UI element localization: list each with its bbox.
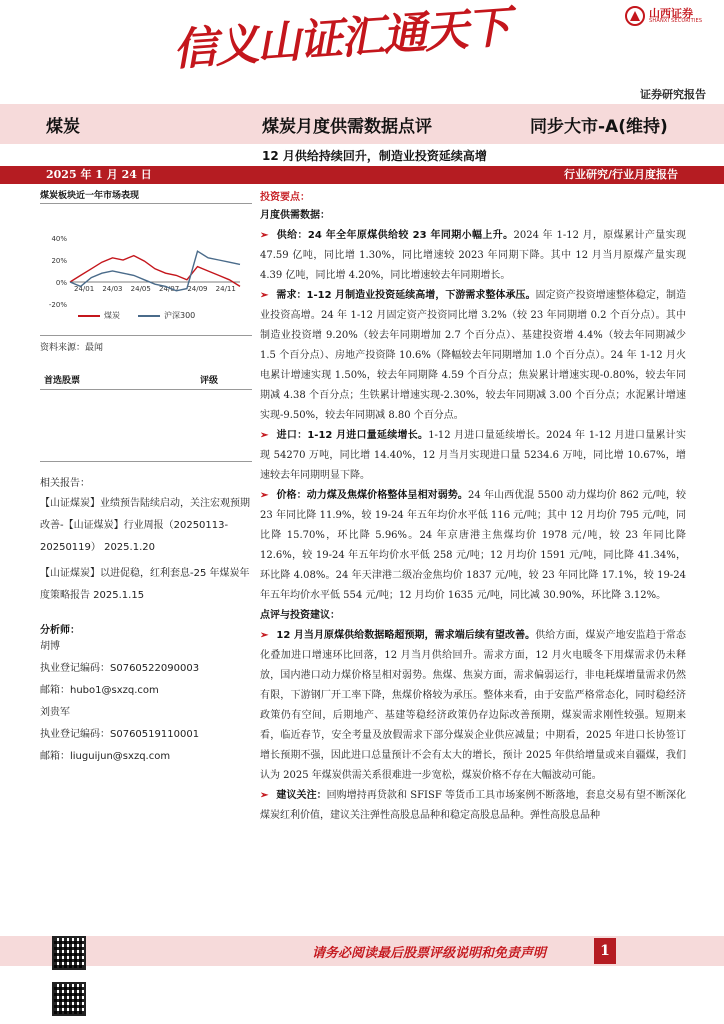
logo-icon [625, 6, 645, 26]
import-paragraph: ➢ 进口：1-12 月进口量延续增长。1-12 月进口量延续增长。2024 年 1-12 月进口量累计实现 54270 万吨，同比增 14.40%，12 月当月实现进口量 5234.6 万吨，同比增 10.67%，增速较去年同期明显下降。 [260, 426, 686, 486]
report-title: 煤炭月度供需数据点评 [262, 117, 432, 137]
market-performance-chart [40, 208, 252, 308]
logo-name-en: SHANXI SECURITIES [649, 18, 703, 24]
chart-legend [78, 310, 252, 321]
analyst-name: 胡博 [40, 641, 60, 652]
analyst-email[interactable]: 邮箱：liuguijun@sxzq.com [40, 751, 171, 762]
advice-paragraph: ➢ 12 月当月原煤供给数据略超预期，需求端后续有望改善。供给方面，煤炭产地安监趋于常态化叠加进口增速环比回落，12 月当月供给回升。需求方面，12 月火电暖冬下用煤需求仍未释放，国内港口动力煤价格呈相对弱势。焦煤、焦炭方面，需求偏弱运行，非电耗煤增量需求仍然有限，下游钢厂开工率下降，焦煤价格较为承压。整体来看，由于安监严格常态化，同时稳经济政策仍有空间，后期地产、基建等稳经济政策仍存边际改善预期，煤炭需求刚性较强。短期来看，临近春节，安全考量及放假需求下部分煤炭企业供应减量；中期看，2025 年进口长协签订增长预期不强，因此进口总量预计不会有太大的增长，预计 2025 年供给增量或来自疆煤，我们认为 2025 年煤炭供需关系很难进一步宽松，煤炭价格不存在大幅波动可能。 [260, 626, 686, 786]
arrow-icon: ➢ [260, 790, 269, 801]
related-reports-title: 相关报告： [40, 478, 90, 489]
slogan-banner: 信义山证汇通天下 [171, 1, 511, 77]
price-paragraph: ➢ 价格：动力煤及焦煤价格整体呈相对弱势。24 年山西优混 5500 动力煤均价 862 元/吨，较 23 年同比降 11.9%，较 19-24 年五年均价水平低 116 元/吨；其中 12 月均价 795 元/吨，同比降 15.70%，环比降 5.96%。24 年京唐港主焦煤均价 1978 元/吨，较 23 年同比降 12.6%，较 19-24 年五年均价水平低 258 元/吨；12 月均价 1591 元/吨，同比降 41.34%，环比降 4.08%。24 年天津港二级冶金焦均价 1837 元/吨，较 23 年同比降 17.1%，较 19-24 年五年均价水平低 554 元/吨；12 月均价 1635 元/吨，同比减 30.90%，环比降 3.12%。 [260, 486, 686, 606]
arrow-icon: ➢ [260, 430, 269, 441]
x-tick-label: 24/09 [187, 285, 208, 293]
arrow-icon: ➢ [260, 230, 269, 241]
company-logo [625, 6, 702, 26]
main-content [260, 190, 686, 826]
supply-paragraph: ➢ 供给：24 年全年原煤供给较 23 年同期小幅上升。2024 年 1-12 月，原煤累计产量实现 47.59 亿吨，同比增 1.30%，同比增速较 2023 年同期下降。其中 12 月当月原煤产量实现 4.39 亿吨，同比增 4.20%，同比增速较去年同期增长。 [260, 226, 686, 286]
report-category: 行业研究/行业月度报告 [563, 168, 678, 181]
chart-title: 煤炭板块近一年市场表现 [40, 188, 252, 204]
analyst-name: 刘贵军 [40, 707, 70, 718]
page-number: 1 [594, 938, 616, 964]
arrow-icon: ➢ [260, 490, 269, 501]
x-tick-label: 24/07 [159, 285, 180, 293]
monthly-data-title: 月度供需数据： [260, 210, 330, 221]
stock-picks-header [40, 373, 252, 390]
report-date: 2025 年 1 月 24 日 [46, 168, 152, 181]
rating-label: 同步大市-A(维持) [530, 117, 668, 137]
suggest-paragraph: ➢ 建议关注：回购增持再贷款和 SFISF 等货币工具市场案例不断落地，套息交易有望不断深化煤炭红利价值，建议关注弹性高股息品种和稳定高股息品种。弹性高股息品种 [260, 786, 686, 826]
legend-item-csi300: 沪深300 [138, 310, 195, 321]
y-tick-label: 0% [55, 279, 67, 287]
data-source: 资料来源：最闻 [40, 335, 252, 353]
x-tick-label: 24/03 [102, 285, 123, 293]
related-report[interactable]: 【山证煤炭】业绩预告陆续启动，关注宏观预期改善-【山证煤炭】行业周报（20250113-20250119） 2025.1.20 [40, 498, 250, 553]
stock-picks-table [40, 390, 252, 462]
analyst-email[interactable]: 邮箱：hubo1@sxzq.com [40, 685, 159, 696]
advice-title: 点评与投资建议： [260, 610, 340, 621]
investment-points-title: 投资要点： [260, 192, 310, 203]
qr-code-icon [52, 936, 86, 970]
industry-label: 煤炭 [46, 117, 80, 137]
series-line-csi300 [70, 251, 240, 291]
related-report[interactable]: 【山证煤炭】以进促稳，红利套息-25 年煤炭年度策略报告 2025.1.15 [40, 568, 250, 601]
x-tick-label: 24/11 [215, 285, 236, 293]
report-type: 证券研究报告 [640, 88, 706, 101]
analysts-title: 分析师： [40, 625, 80, 636]
y-tick-label: 20% [51, 257, 67, 265]
disclaimer-notice: 请务必阅读最后股票评级说明和免责声明 [312, 946, 547, 961]
qr-code-icon [52, 982, 86, 1016]
analyst-license: 执业登记编码：S0760519110001 [40, 729, 200, 740]
x-tick-label: 24/01 [74, 285, 95, 293]
arrow-icon: ➢ [260, 290, 269, 301]
logo-name: 山西证券 [649, 7, 693, 20]
picks-rating-label: 评级 [199, 376, 218, 386]
report-subtitle: 12 月供给持续回升，制造业投资延续高增 [262, 149, 487, 163]
arrow-icon: ➢ [260, 630, 269, 641]
y-tick-label: -20% [48, 301, 67, 308]
legend-item-coal: 煤炭 [78, 310, 120, 321]
y-tick-label: 40% [51, 235, 67, 243]
x-tick-label: 24/05 [130, 285, 151, 293]
sidebar [40, 188, 252, 768]
picks-label: 首选股票 [44, 376, 81, 386]
analyst-license: 执业登记编码：S0760522090003 [40, 663, 200, 674]
demand-paragraph: ➢ 需求：1-12 月制造业投资延续高增，下游需求整体承压。固定资产投资增速整体稳定，制造业投资高增。24 年 1-12 月固定资产投资同比增 3.2%（较 23 年同期增 0.2 个百分点）。其中制造业投资增 9.20%（较去年同期增加 2.7 个百分点）、基建投资增 4.4%（较去年同期减少 1.5 个百分点）、房地产投资降 10.6%（降幅较去年同期增加 1.0 个百分点）。24 年 1-12 月火电累计增速实现 1.50%，较去年同期降 4.59 个百分点；焦炭累计增速实现-0.80%，较去年同期减 4.38 个百分点；生铁累计增速实现-2.30%，较去年同期减 3.00 个百分点；水泥累计增速实现-9.50%，较去年同期减 8.80 个百分点。 [260, 286, 686, 426]
